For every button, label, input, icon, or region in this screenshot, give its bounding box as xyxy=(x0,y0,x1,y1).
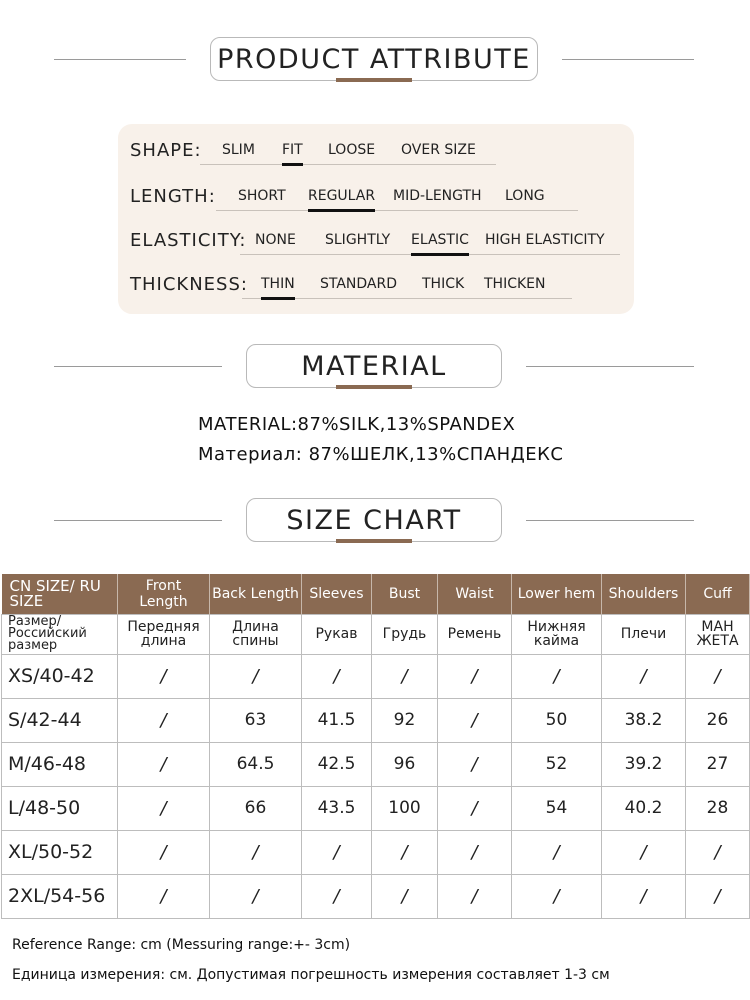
table-cell: / xyxy=(118,786,210,830)
table-cell: 63 xyxy=(210,698,302,742)
table-cell: 38.2 xyxy=(602,698,686,742)
table-cell: / xyxy=(438,698,512,742)
attribute-option: THICK xyxy=(422,276,465,292)
attribute-option: SLIGHTLY xyxy=(325,232,391,248)
attribute-label: ELASTICITY: xyxy=(130,230,247,251)
header-cell: Cuff xyxy=(686,574,750,614)
header-row-en xyxy=(2,574,750,614)
table-cell: / xyxy=(438,786,512,830)
attribute-label: LENGTH: xyxy=(130,186,216,207)
attribute-label: THICKNESS: xyxy=(130,274,248,295)
header-cell-ru: Плечи xyxy=(602,614,686,654)
attribute-row-elasticity xyxy=(118,228,634,258)
title-accent-bar xyxy=(336,78,412,82)
note-ru: Единица измерения: см. Допустимая погрешность измерения составляет 1-3 см xyxy=(12,967,610,983)
header-cell-ru: Длина спины xyxy=(210,614,302,654)
header-cell: CN SIZE/ RU SIZE xyxy=(2,574,118,614)
attribute-option: LONG xyxy=(505,188,545,204)
attribute-option: HIGH ELASTICITY xyxy=(485,232,605,248)
attribute-option-selected: ELASTIC xyxy=(411,232,469,248)
section-title-pill xyxy=(246,498,502,542)
table-cell: / xyxy=(210,654,302,698)
table-cell: / xyxy=(302,874,372,918)
table-cell: / xyxy=(602,830,686,874)
table-row xyxy=(2,874,750,918)
header-cell-ru: Передняя длина xyxy=(118,614,210,654)
table-cell: 64.5 xyxy=(210,742,302,786)
table-row xyxy=(2,654,750,698)
section-title-pill xyxy=(210,37,538,81)
table-cell: / xyxy=(512,874,602,918)
table-cell: / xyxy=(438,874,512,918)
size-label-cell: XL/50-52 xyxy=(2,830,118,874)
attribute-option: STANDARD xyxy=(320,276,398,292)
section-title: MATERIAL xyxy=(301,350,447,382)
attribute-row-length xyxy=(118,184,634,214)
header-cell-ru: Рукав xyxy=(302,614,372,654)
table-cell: / xyxy=(602,654,686,698)
table-cell: / xyxy=(686,654,750,698)
table-cell: 52 xyxy=(512,742,602,786)
table-cell: / xyxy=(210,830,302,874)
table-cell: 41.5 xyxy=(302,698,372,742)
table-cell: / xyxy=(302,830,372,874)
table-cell: / xyxy=(512,830,602,874)
table-cell: / xyxy=(210,874,302,918)
table-cell: 66 xyxy=(210,786,302,830)
table-cell: / xyxy=(686,874,750,918)
attribute-rule xyxy=(216,210,578,211)
table-row xyxy=(2,742,750,786)
header-cell-ru: Размер/ Российский размер xyxy=(2,614,118,654)
attribute-rule xyxy=(200,164,496,165)
table-cell: 96 xyxy=(372,742,438,786)
title-accent-bar xyxy=(336,539,412,543)
table-cell: / xyxy=(512,654,602,698)
material-en: MATERIAL:87%SILK,13%SPANDEX xyxy=(198,414,516,435)
divider-line-right xyxy=(562,59,694,60)
attribute-option-selected: THIN xyxy=(261,276,295,292)
table-row xyxy=(2,830,750,874)
table-row xyxy=(2,698,750,742)
header-cell: Lower hem xyxy=(512,574,602,614)
table-cell: / xyxy=(438,830,512,874)
table-cell: / xyxy=(118,742,210,786)
table-cell: 28 xyxy=(686,786,750,830)
table-cell: / xyxy=(372,654,438,698)
table-cell: 50 xyxy=(512,698,602,742)
divider-line-left xyxy=(54,520,222,521)
table-cell: 100 xyxy=(372,786,438,830)
attribute-panel xyxy=(118,124,634,314)
section-title-pill xyxy=(246,344,502,388)
product-attribute-heading xyxy=(0,37,750,83)
material-composition xyxy=(198,414,563,474)
attribute-option: SLIM xyxy=(222,142,255,158)
attribute-label: SHAPE: xyxy=(130,140,202,161)
note-en: Reference Range: cm (Messuring range:+- 3cm) xyxy=(12,937,351,953)
attribute-option: SHORT xyxy=(238,188,286,204)
attribute-option: LOOSE xyxy=(328,142,376,158)
size-label-cell: S/42-44 xyxy=(2,698,118,742)
header-cell: Waist xyxy=(438,574,512,614)
table-cell: 42.5 xyxy=(302,742,372,786)
header-cell-ru: Грудь xyxy=(372,614,438,654)
attribute-option-selected: REGULAR xyxy=(308,188,376,204)
table-cell: / xyxy=(602,874,686,918)
header-cell-ru: МАН ЖЕТА xyxy=(686,614,750,654)
attribute-row-shape xyxy=(118,138,634,168)
divider-line-left xyxy=(54,59,186,60)
attribute-row-thickness xyxy=(118,272,634,302)
size-notes xyxy=(12,934,610,994)
table-cell: 92 xyxy=(372,698,438,742)
attribute-option: NONE xyxy=(255,232,296,248)
divider-line-right xyxy=(526,366,694,367)
table-cell: / xyxy=(118,874,210,918)
table-cell: / xyxy=(372,830,438,874)
divider-line-left xyxy=(54,366,222,367)
attribute-option: THICKEN xyxy=(484,276,546,292)
attribute-option: MID-LENGTH xyxy=(393,188,482,204)
section-title: PRODUCT ATTRIBUTE xyxy=(217,43,531,75)
header-cell: Bust xyxy=(372,574,438,614)
table-cell: 27 xyxy=(686,742,750,786)
table-cell: / xyxy=(118,830,210,874)
attribute-option-selected: FIT xyxy=(282,142,303,158)
table-cell: 54 xyxy=(512,786,602,830)
table-cell: 43.5 xyxy=(302,786,372,830)
header-cell-ru: Нижняя кайма xyxy=(512,614,602,654)
section-title: SIZE CHART xyxy=(286,504,462,536)
size-label-cell: L/48-50 xyxy=(2,786,118,830)
divider-line-right xyxy=(526,520,694,521)
table-cell: / xyxy=(438,742,512,786)
header-cell-ru: Ремень xyxy=(438,614,512,654)
size-label-cell: 2XL/54-56 xyxy=(2,874,118,918)
table-cell: / xyxy=(438,654,512,698)
table-row xyxy=(2,786,750,830)
size-label-cell: XS/40-42 xyxy=(2,654,118,698)
table-cell: / xyxy=(372,874,438,918)
table-cell: 26 xyxy=(686,698,750,742)
material-ru: Материал: 87%ШЕЛК,13%СПАНДЕКС xyxy=(198,444,564,465)
table-cell: / xyxy=(118,654,210,698)
title-accent-bar xyxy=(336,385,412,389)
table-cell: / xyxy=(302,654,372,698)
table-cell: 39.2 xyxy=(602,742,686,786)
table-cell: 40.2 xyxy=(602,786,686,830)
header-cell: Sleeves xyxy=(302,574,372,614)
header-cell: Shoulders xyxy=(602,574,686,614)
header-cell: Back Length xyxy=(210,574,302,614)
header-cell: Front Length xyxy=(118,574,210,614)
size-chart-heading xyxy=(0,498,750,544)
attribute-option: OVER SIZE xyxy=(401,142,476,158)
material-heading xyxy=(0,344,750,390)
table-cell: / xyxy=(686,830,750,874)
header-row-ru xyxy=(2,614,750,654)
size-table xyxy=(1,574,750,919)
table-cell: / xyxy=(118,698,210,742)
size-label-cell: M/46-48 xyxy=(2,742,118,786)
